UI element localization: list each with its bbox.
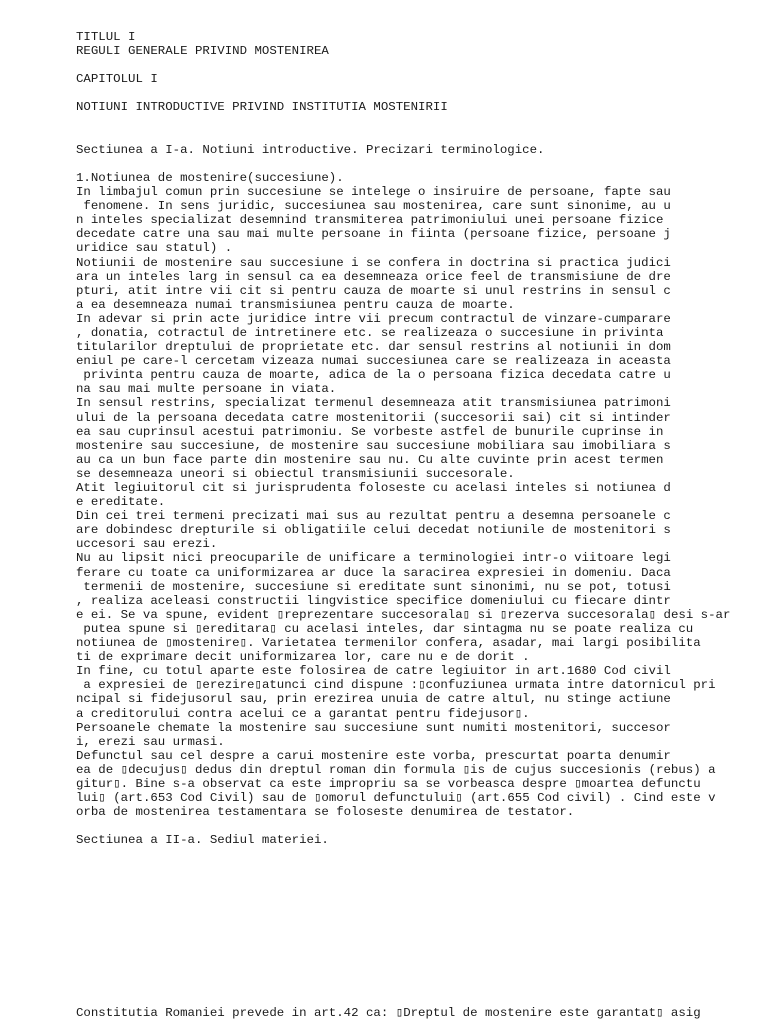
text-line bbox=[76, 129, 764, 143]
text-line: Atit legiuitorul cit si jurisprudenta foloseste cu acelasi inteles si notiunea d bbox=[76, 481, 671, 495]
text-line: ea de ▯decujus▯ dedus din dreptul roman din formula ▯is de cujus succesionis (rebus) a bbox=[76, 762, 716, 777]
text-line bbox=[76, 115, 764, 129]
text-line: a expresiei de ▯erezire▯atunci cind dispune :▯confuziunea urmata intre datornicul pri bbox=[76, 678, 716, 693]
text-line: CAPITOLUL I bbox=[76, 72, 158, 87]
text-line: Din cei trei termeni precizati mai sus au rezultat pentru a desemna persoanele c bbox=[76, 509, 671, 524]
text-line: ferare cu toate ca uniformizarea ar duce la saracirea expresiei in domeniu. Daca bbox=[76, 565, 671, 580]
text-line bbox=[76, 86, 764, 100]
text-line: REGULI GENERALE PRIVIND MOSTENIREA bbox=[76, 44, 329, 59]
text-line: mostenire sau succesiune, de mostenire sau succesiune mobiliara sau imobiliara s bbox=[76, 438, 671, 453]
text-line: uccesori sau erezi. bbox=[76, 537, 218, 552]
text-line: ea sau cuprinsul acestui patrimoniu. Se vorbeste astfel de bunurile cuprinse in bbox=[76, 424, 664, 439]
text-line: termenii de mostenire, succesiune si ereditate sunt sinonimi, nu se pot, totusi bbox=[76, 579, 671, 594]
text-line: a creditorului contra acelui ce a garantat pentru fidejusor▯. bbox=[76, 706, 530, 721]
text-line: In limbajul comun prin succesiune se intelege o insiruire de persoane, fapte sau bbox=[76, 185, 671, 200]
text-line: se desemneaza uneori si obiectul transmisiunii succesorale. bbox=[76, 466, 515, 481]
text-line: uridice sau statul) . bbox=[76, 241, 233, 256]
text-line: In sensul restrins, specializat termenul desemneaza atit transmisiunea patrimoni bbox=[76, 396, 671, 411]
text-line: Sectiunea a I-a. Notiuni introductive. Precizari terminologice. bbox=[76, 142, 545, 157]
text-line: a ea desemneaza numai transmisiunea pentru cauza de moarte. bbox=[76, 297, 515, 312]
text-line: n inteles specializat desemnind transmiterea patrimoniului unei persoane fizice bbox=[76, 213, 664, 228]
text-line: decedate catre una sau mai multe persoane in fiinta (persoane fizice, persoane j bbox=[76, 227, 671, 242]
text-line: na sau mai multe persoane in viata. bbox=[76, 382, 337, 397]
text-line: putea spune si ▯ereditara▯ cu acelasi inteles, dar sintagma nu se poate realiza cu bbox=[76, 621, 694, 636]
text-line bbox=[76, 819, 764, 833]
text-line: Nu au lipsit nici preocuparile de unificare a terminologiei intr-o viitoare legi bbox=[76, 551, 671, 566]
text-line: pturi, atit intre vii cit si pentru cauza de moarte si unul restrins in sensul c bbox=[76, 283, 671, 298]
text-line: eniul pe care-l cercetam vizeaza numai succesiunea care se realizeaza in aceasta bbox=[76, 354, 671, 369]
text-line: e ereditate. bbox=[76, 495, 166, 510]
text-line: Defunctul sau cel despre a carui mostenire este vorba, prescurtat poarta denumir bbox=[76, 748, 671, 763]
text-line bbox=[76, 58, 764, 72]
text-line: NOTIUNI INTRODUCTIVE PRIVIND INSTITUTIA MOSTENIRII bbox=[76, 100, 448, 115]
text-line: In fine, cu totul aparte este folosirea de catre legiuitor in art.1680 Cod civil bbox=[76, 664, 671, 679]
text-line: fenomene. In sens juridic, succesiunea sau mostenirea, care sunt sinonime, au u bbox=[76, 199, 671, 214]
text-line: , donatia, cotractul de intretinere etc. se realizeaza o succesiune in privinta bbox=[76, 325, 664, 340]
text-line: notiunea de ▯mostenire▯. Varietatea termenilor confera, asadar, mai largi posibilita bbox=[76, 636, 701, 651]
text-line bbox=[76, 157, 764, 171]
text-line: , realiza aceleasi constructii lingvistice specifice domeniului cu fiecare dintr bbox=[76, 593, 671, 608]
text-line: gitur▯. Bine s-a observat ca este impropriu sa se vorbeasca despre ▯moartea defunctu bbox=[76, 776, 701, 791]
text-line: ti de exprimare decit uniformizarea lor, care nu e de dorit . bbox=[76, 650, 530, 665]
document-last-line: Constitutia Romaniei prevede in art.42 ca: ▯Dreptul de mostenire este garantat▯ asig bbox=[76, 1006, 701, 1020]
text-line: privinta pentru cauza de moarte, adica de la o persoana fizica decedata catre u bbox=[76, 368, 671, 383]
text-line: TITLUL I bbox=[76, 30, 136, 44]
text-line: Sectiunea a II-a. Sediul materiei. bbox=[76, 833, 329, 848]
text-line: ncipal si fidejusorul sau, prin erezirea unuia de catre altul, nu stinge actiune bbox=[76, 692, 671, 707]
text-line: Persoanele chemate la mostenire sau succesiune sunt numiti mostenitori, succesor bbox=[76, 720, 671, 735]
text-line: In adevar si prin acte juridice intre vii precum contractul de vinzare-cumparare bbox=[76, 311, 671, 326]
text-line: i, erezi sau urmasi. bbox=[76, 734, 225, 749]
text-line: lui▯ (art.653 Cod Civil) sau de ▯omorul defunctului▯ (art.655 Cod civil) . Cind este v bbox=[76, 791, 716, 806]
text-line: 1.Notiunea de mostenire(succesiune). bbox=[76, 170, 344, 185]
document-body bbox=[76, 30, 764, 847]
text-line: e ei. Se va spune, evident ▯​reprezentare succesorala▯ si ▯rezerva succesorala▯ desi s-ar bbox=[76, 607, 731, 622]
text-line: au ca un bun face parte din mostenire sau nu. Cu alte cuvinte prin acest termen bbox=[76, 452, 664, 467]
text-line: ara un inteles larg in sensul ca ea desemneaza orice feel de transmisiune de dre bbox=[76, 269, 671, 284]
text-line: are dobindesc drepturile si obligatiile celui decedat notiunile de mostenitori s bbox=[76, 523, 671, 538]
text-line: titularilor dreptului de proprietate etc. dar sensul restrins al notiunii in dom bbox=[76, 340, 671, 355]
text-line: Notiunii de mostenire sau succesiune i se confera in doctrina si practica judici bbox=[76, 255, 671, 270]
text-line: ului de la persoana decedata catre mostenitorii (succesorii sai) cit si intinder bbox=[76, 410, 671, 425]
text-line: orba de mostenirea testamentara se foloseste denumirea de testator. bbox=[76, 805, 575, 820]
